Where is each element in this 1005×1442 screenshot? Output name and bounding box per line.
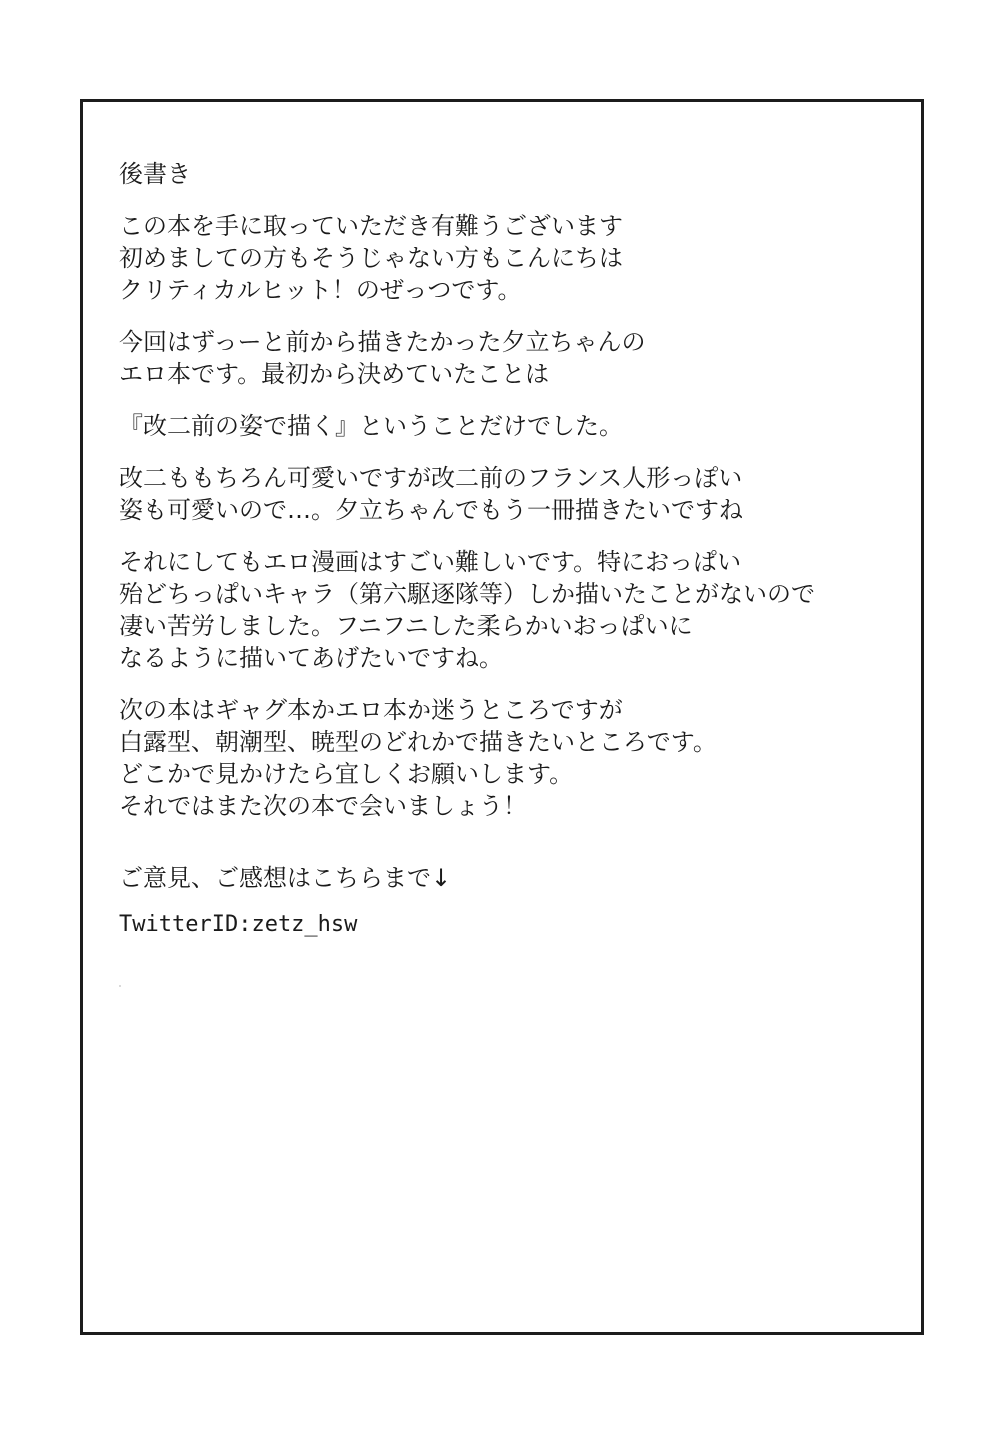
text-line: 今回はずっーと前から描きたかった夕立ちゃんの xyxy=(119,328,646,356)
text-line: 凄い苦労しました。フニフニした柔らかいおっぱいに xyxy=(119,612,693,640)
text-line: 『改二前の姿で描く』ということだけでした。 xyxy=(119,412,623,440)
text-line: 姿も可愛いので…。夕立ちゃんでもう一冊描きたいですね xyxy=(119,496,743,524)
text-line: 白露型、朝潮型、暁型のどれかで描きたいところです。 xyxy=(119,728,717,756)
text-line: それではまた次の本で会いましょう！ xyxy=(119,792,527,820)
paragraph-design xyxy=(119,462,899,526)
text-line: 殆どちっぱいキャラ（第六駆逐隊等）しか描いたことがないので xyxy=(119,580,815,608)
text-line: それにしてもエロ漫画はすごい難しいです。特におっぱい xyxy=(119,548,742,576)
afterword-title: 後書き xyxy=(119,160,191,188)
text-line: エロ本です。最初から決めていたことは xyxy=(119,360,550,388)
paragraph-greeting xyxy=(119,210,899,306)
feedback-line: ご意見、ご感想はこちらまで↓ xyxy=(119,864,452,892)
paragraph-next-book xyxy=(119,694,899,822)
paragraph-difficulty xyxy=(119,546,899,674)
text-line: どこかで見かけたら宜しくお願いします。 xyxy=(119,760,574,788)
text-line: クリティカルヒット！のぜっつです。 xyxy=(119,276,522,304)
paragraph-decision xyxy=(119,410,899,442)
paper-speck xyxy=(119,985,121,987)
twitter-id: TwitterID:zetz_hsw xyxy=(119,912,358,937)
text-line: 改二ももちろん可愛いですが改二前のフランス人形っぽい xyxy=(119,464,743,492)
text-line: この本を手に取っていただき有難うございます xyxy=(119,212,623,240)
paragraph-theme xyxy=(119,326,899,390)
text-line: 次の本はギャグ本かエロ本か迷うところですが xyxy=(119,696,623,724)
text-line: 初めましての方もそうじゃない方もこんにちは xyxy=(119,244,623,272)
afterword-content xyxy=(119,158,899,941)
text-line: なるように描いてあげたいですね。 xyxy=(119,644,503,672)
